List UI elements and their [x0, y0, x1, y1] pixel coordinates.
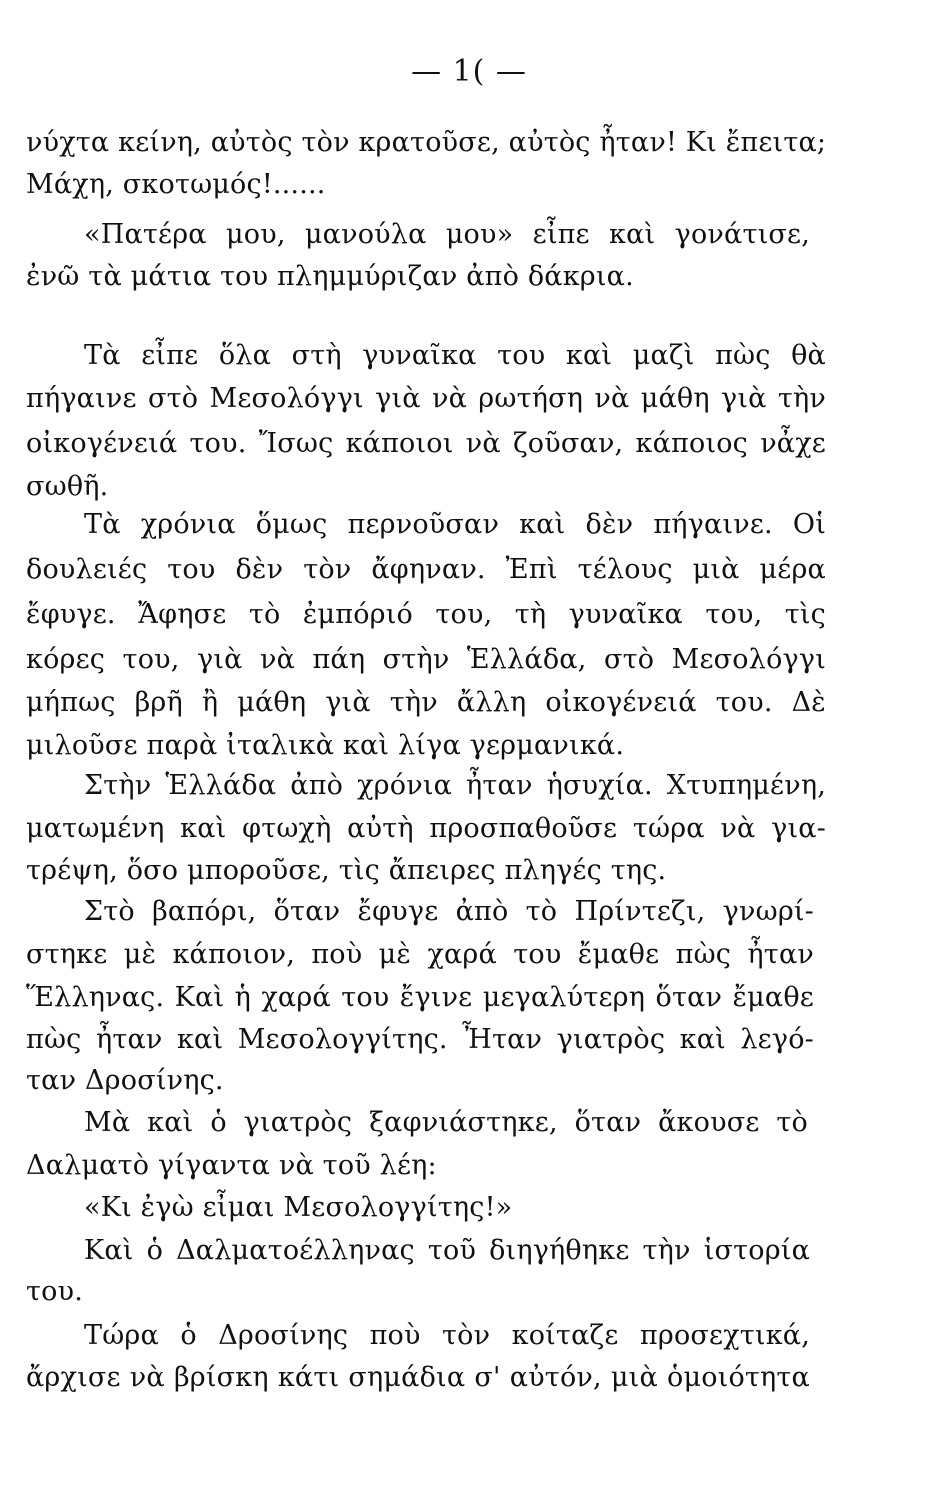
- text-line: πήγαινε στὸ Μεσολόγγι γιὰ νὰ ρωτήση νὰ μάθη γιὰ τὴν: [26, 383, 826, 414]
- text-line: νύχτα κείνη, αὐτὸς τὸν κρατοῦσε, αὐτὸς ἦταν! Κι ἔπειτα;: [26, 127, 827, 158]
- text-line: ἐνῶ τὰ μάτια του πλημμύριζαν ἀπὸ δάκρια.: [26, 261, 634, 292]
- text-line: Δαλματὸ γίγαντα νὰ τοῦ λέη:: [26, 1150, 437, 1181]
- text-line: Τὰ εἶπε ὅλα στὴ γυναῖκα του καὶ μαζὶ πὼς θὰ: [84, 340, 826, 371]
- text-line: κόρες του, γιὰ νὰ πάη στὴν Ἑλλάδα, στὸ Μεσολόγγι: [26, 644, 826, 675]
- page-number: — 1( —: [411, 54, 527, 89]
- text-line: δουλειές του δὲν τὸν ἄφηναν. Ἐπὶ τέλους μιὰ μέρα: [26, 554, 826, 585]
- text-line: ἔφυγε. Ἄφησε τὸ ἐμπόριό του, τὴ γυναῖκα του, τὶς: [26, 599, 826, 630]
- text-line: Στὴν Ἑλλάδα ἀπὸ χρόνια ἦταν ἡσυχία. Χτυπημένη,: [84, 770, 826, 801]
- text-line: ταν Δροσίνης.: [26, 1065, 224, 1096]
- text-line: τρέψη, ὅσο μποροῦσε, τὶς ἄπειρες πληγές της.: [26, 855, 667, 886]
- text-line: στηκε μὲ κάποιον, ποὺ μὲ χαρά του ἔμαθε πὼς ἦταν: [26, 939, 814, 970]
- text-line: πὼς ἦταν καὶ Μεσολογγίτης. Ἦταν γιατρὸς καὶ λεγό-: [26, 1024, 814, 1055]
- text-line: Τὰ χρόνια ὅμως περνοῦσαν καὶ δὲν πήγαινε. Οἱ: [84, 509, 826, 540]
- text-line: σωθῆ.: [26, 471, 109, 502]
- text-line: «Πατέρα μου, μανούλα μου» εἶπε καὶ γονάτισε,: [84, 219, 810, 250]
- text-line: ματωμένη καὶ φτωχὴ αὐτὴ προσπαθοῦσε τώρα νὰ για-: [26, 813, 826, 844]
- text-line: Ἕλληνας. Καὶ ἡ χαρά του ἔγινε μεγαλύτερη ὅταν ἔμαθε: [26, 982, 814, 1013]
- text-line: μιλοῦσε παρὰ ἰταλικὰ καὶ λίγα γερμανικά.: [26, 730, 625, 761]
- text-line: οἰκογένειά του. Ἴσως κάποιοι νὰ ζοῦσαν, κάποιος νἆχε: [26, 428, 826, 459]
- text-line: Μάχη, σκοτωμός!......: [26, 169, 326, 200]
- text-line: Στὸ βαπόρι, ὅταν ἔφυγε ἀπὸ τὸ Πρίντεζι, γνωρί-: [84, 896, 814, 927]
- text-line: του.: [26, 1276, 83, 1307]
- text-line: ἄρχισε νὰ βρίσκη κάτι σημάδια σ' αὐτόν, μιὰ ὁμοιότητα: [26, 1362, 810, 1393]
- text-line: Μὰ καὶ ὁ γιατρὸς ξαφνιάστηκε, ὅταν ἄκουσε τὸ: [84, 1107, 808, 1138]
- text-line: «Κι ἐγὼ εἶμαι Μεσολογγίτης!»: [84, 1192, 513, 1223]
- text-line: Τώρα ὁ Δροσίνης ποὺ τὸν κοίταζε προσεχτικά,: [84, 1320, 810, 1351]
- text-line: Καὶ ὁ Δαλματοέλληνας τοῦ διηγήθηκε τὴν ἱστορία: [84, 1235, 810, 1266]
- text-line: μήπως βρῆ ἢ μάθη γιὰ τὴν ἄλλη οἰκογένειά του. Δὲ: [26, 687, 826, 718]
